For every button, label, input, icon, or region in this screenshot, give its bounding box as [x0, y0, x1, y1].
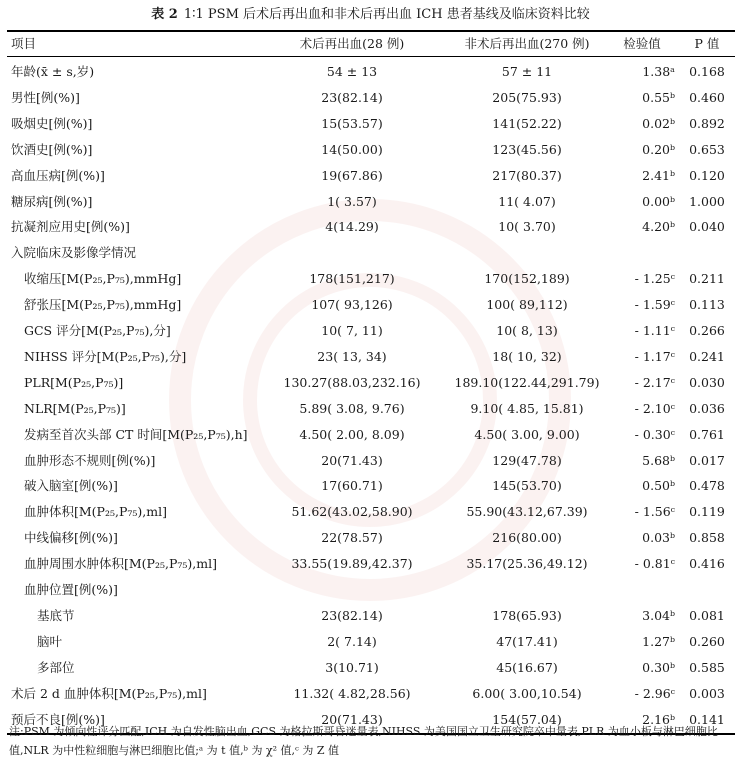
- cell-test-value: - 2.17ᶜ: [634, 374, 675, 390]
- row-label: 术后 2 d 血肿体积[M(P₂₅,P₇₅),ml]: [11, 685, 207, 701]
- cell-test-value: - 1.56ᶜ: [634, 504, 675, 520]
- cell-p-value: 0.260: [689, 633, 725, 649]
- row-label: 血肿位置[例(%)]: [24, 582, 118, 597]
- table-row: [7, 189, 735, 214]
- row-label: 发病至首次头部 CT 时间[M(P₂₅,P₇₅),h]: [24, 426, 248, 442]
- row-label: NLR[M(P₂₅,P₇₅)]: [24, 400, 126, 416]
- cell-test-value: - 2.10ᶜ: [634, 400, 675, 416]
- cell-test-value: 0.03ᵇ: [642, 530, 675, 546]
- cell-group-a: 4(14.29): [325, 219, 379, 235]
- row-label: 血肿体积[M(P₂₅,P₇₅),ml]: [24, 504, 167, 520]
- cell-group-a: 23(82.14): [321, 89, 383, 105]
- cell-group-a: 10( 7, 11): [321, 323, 383, 338]
- cell-group-b: 18( 10, 32): [492, 348, 562, 364]
- table-row: [7, 137, 735, 162]
- cell-group-b: 47(17.41): [496, 633, 558, 649]
- cell-p-value: 0.892: [689, 115, 725, 131]
- cell-group-a: 22(78.57): [321, 530, 383, 546]
- cell-group-b: 123(45.56): [492, 141, 562, 157]
- row-label: 多部位: [37, 659, 75, 675]
- cell-p-value: 0.030: [689, 374, 725, 390]
- cell-test-value: 0.50ᵇ: [642, 478, 675, 494]
- cell-group-b: 45(16.67): [496, 659, 558, 675]
- cell-test-value: - 1.59ᶜ: [634, 297, 675, 313]
- table-caption: 1∶1 PSM 后术后再出血和非术后再出血 ICH 患者基线及临床资料比较: [183, 7, 590, 22]
- cell-p-value: 0.081: [689, 607, 725, 623]
- cell-group-b: 9.10( 4.85, 15.81): [470, 400, 584, 416]
- row-label: 入院临床及影像学情况: [11, 245, 137, 261]
- table-footnote: 注:PSM 为倾向性评分匹配,ICH 为自发性脑出血,GCS 为格拉斯哥昏迷量表,NIHSS 为美国国立卫生研究院卒中量表,PLR 为血小板与淋巴细胞比值,NLR 为中性粒细胞与淋巴细胞比值;ᵃ 为 t 值,ᵇ 为 χ² 值,ᶜ 为 Z 值: [9, 725, 718, 757]
- cell-group-b: 100( 89,112): [486, 297, 568, 313]
- cell-p-value: 0.416: [689, 556, 725, 572]
- table-row: [7, 655, 735, 680]
- cell-p-value: 0.858: [689, 530, 725, 546]
- cell-test-value: 0.55ᵇ: [642, 89, 675, 105]
- cell-group-a: 5.89( 3.08, 9.76): [299, 400, 405, 416]
- cell-group-a: 20(71.43): [321, 711, 383, 727]
- cell-group-a: 14(50.00): [321, 141, 383, 157]
- cell-group-a: 11.32( 4.82,28.56): [293, 685, 411, 701]
- row-label: 预后不良[例(%)]: [11, 711, 105, 727]
- table-row: [7, 603, 735, 628]
- table-row: [7, 473, 735, 498]
- table-row: [7, 577, 735, 602]
- row-label: 抗凝剂应用史[例(%)]: [11, 219, 130, 235]
- table-row: [7, 499, 735, 524]
- cell-p-value: 0.036: [689, 400, 725, 416]
- row-label: NIHSS 评分[M(P₂₅,P₇₅),分]: [24, 348, 187, 364]
- table-row: [7, 85, 735, 110]
- cell-group-a: 19(67.86): [321, 167, 383, 183]
- cell-p-value: 0.211: [689, 271, 725, 287]
- cell-p-value: 0.141: [689, 711, 725, 727]
- cell-group-b: 4.50( 3.00, 9.00): [474, 426, 580, 442]
- table-row: [7, 163, 735, 188]
- cell-group-a: 178(151,217): [309, 271, 395, 287]
- cell-p-value: 0.585: [689, 659, 725, 675]
- cell-group-b: 57 ± 11: [501, 64, 553, 79]
- cell-test-value: 0.30ᵇ: [642, 659, 675, 675]
- cell-p-value: 0.478: [689, 478, 725, 494]
- row-label: 基底节: [37, 607, 75, 623]
- cell-group-a: 20(71.43): [321, 452, 383, 468]
- table-row: [7, 292, 735, 317]
- table-row: [7, 214, 735, 239]
- cell-p-value: 0.653: [689, 141, 725, 157]
- table-row: [7, 396, 735, 421]
- cell-group-b: 205(75.93): [492, 89, 562, 105]
- cell-group-b: 216(80.00): [492, 530, 562, 546]
- cell-test-value: 1.27ᵇ: [642, 633, 675, 649]
- header-group-a: 术后再出血(28 例): [299, 36, 405, 51]
- cell-p-value: 0.120: [689, 167, 725, 183]
- cell-group-a: 15(53.57): [321, 115, 383, 131]
- header-item: 项目: [11, 36, 37, 51]
- cell-group-a: 4.50( 2.00, 8.09): [299, 426, 405, 442]
- cell-p-value: 0.040: [689, 219, 725, 235]
- cell-test-value: - 1.11ᶜ: [634, 323, 675, 338]
- cell-p-value: 0.003: [689, 685, 725, 701]
- header-test: 检验值: [623, 36, 661, 51]
- cell-group-a: 23(82.14): [321, 607, 383, 623]
- table-row: [7, 318, 735, 343]
- cell-test-value: 0.02ᵇ: [642, 115, 675, 131]
- cell-group-b: 11( 4.07): [498, 193, 556, 209]
- cell-group-b: 55.90(43.12,67.39): [466, 504, 588, 520]
- cell-group-a: 17(60.71): [321, 478, 383, 494]
- header-row: [7, 31, 735, 56]
- cell-group-b: 154(57.04): [492, 711, 562, 727]
- cell-group-b: 35.17(25.36,49.12): [466, 556, 588, 572]
- row-label: 饮酒史[例(%)]: [11, 141, 93, 157]
- cell-p-value: 0.460: [689, 89, 725, 105]
- table-row: [7, 344, 735, 369]
- cell-test-value: - 0.81ᶜ: [634, 556, 675, 572]
- table-row: [7, 266, 735, 291]
- header-rule: [7, 56, 735, 57]
- table-row: [7, 448, 735, 473]
- cell-p-value: 0.168: [689, 64, 725, 79]
- cell-group-a: 2( 7.14): [327, 633, 377, 649]
- cell-p-value: 0.119: [689, 504, 725, 520]
- cell-group-b: 189.10(122.44,291.79): [454, 374, 600, 390]
- row-label: 吸烟史[例(%)]: [11, 115, 93, 131]
- cell-group-a: 54 ± 13: [326, 64, 378, 79]
- row-label: 男性[例(%)]: [11, 89, 80, 105]
- cell-group-b: 129(47.78): [492, 452, 562, 468]
- row-label: 年龄(x̄ ± s,岁): [11, 64, 95, 79]
- cell-group-a: 51.62(43.02,58.90): [291, 504, 413, 520]
- cell-group-a: 130.27(88.03,232.16): [283, 374, 421, 390]
- row-label: 脑叶: [37, 633, 63, 649]
- cell-group-b: 141(52.22): [492, 115, 562, 131]
- cell-test-value: 0.20ᵇ: [642, 141, 675, 157]
- table-row: [7, 681, 735, 706]
- row-label: GCS 评分[M(P₂₅,P₇₅),分]: [24, 323, 171, 338]
- table-label: 表 2: [151, 7, 178, 22]
- table-row: [7, 111, 735, 136]
- cell-test-value: 0.00ᵇ: [642, 193, 675, 209]
- cell-test-value: - 1.17ᶜ: [634, 348, 675, 364]
- row-label: 舒张压[M(P₂₅,P₇₅),mmHg]: [24, 297, 182, 313]
- table-row: [7, 629, 735, 654]
- cell-group-b: 10( 8, 13): [496, 323, 558, 338]
- cell-group-a: 33.55(19.89,42.37): [291, 556, 413, 572]
- cell-group-b: 217(80.37): [492, 167, 562, 183]
- header-group-b: 非术后再出血(270 例): [464, 36, 590, 51]
- cell-group-b: 10( 3.70): [498, 219, 556, 235]
- table-title: [0, 6, 741, 24]
- cell-p-value: 0.266: [689, 323, 725, 338]
- cell-group-b: 170(152,189): [484, 271, 570, 287]
- cell-p-value: 0.241: [689, 348, 725, 364]
- cell-p-value: 0.761: [689, 426, 725, 442]
- cell-test-value: 5.68ᵇ: [642, 452, 675, 468]
- cell-test-value: - 2.96ᶜ: [634, 685, 675, 701]
- cell-group-b: 145(53.70): [492, 478, 562, 494]
- cell-group-b: 6.00( 3.00,10.54): [472, 685, 582, 701]
- table-row: [7, 525, 735, 550]
- cell-test-value: 2.16ᵇ: [642, 711, 675, 727]
- cell-group-b: 178(65.93): [492, 607, 562, 623]
- table-row: [7, 422, 735, 447]
- cell-test-value: 1.38ᵃ: [642, 64, 675, 79]
- cell-p-value: 1.000: [689, 193, 725, 209]
- cell-test-value: - 0.30ᶜ: [634, 426, 675, 442]
- row-label: 破入脑室[例(%)]: [24, 478, 118, 494]
- row-label: 血肿周围水肿体积[M(P₂₅,P₇₅),ml]: [24, 556, 217, 572]
- row-label: 糖尿病[例(%)]: [11, 193, 93, 209]
- table-row: [7, 59, 735, 84]
- cell-p-value: 0.017: [689, 452, 725, 468]
- table-row: [7, 370, 735, 395]
- cell-group-a: 23( 13, 34): [317, 348, 387, 364]
- row-label: 血肿形态不规则[例(%)]: [24, 452, 156, 468]
- table-row: [7, 551, 735, 576]
- cell-test-value: 2.41ᵇ: [642, 167, 675, 183]
- cell-group-a: 107( 93,126): [311, 297, 393, 313]
- cell-p-value: 0.113: [689, 297, 725, 313]
- row-label: 收缩压[M(P₂₅,P₇₅),mmHg]: [24, 271, 182, 287]
- row-label: PLR[M(P₂₅,P₇₅)]: [24, 374, 124, 390]
- cell-test-value: - 1.25ᶜ: [634, 271, 675, 287]
- cell-group-a: 1( 3.57): [327, 193, 377, 209]
- cell-group-a: 3(10.71): [325, 659, 379, 675]
- cell-test-value: 3.04ᵇ: [642, 607, 675, 623]
- row-label: 高血压病[例(%)]: [11, 167, 105, 183]
- cell-test-value: 4.20ᵇ: [642, 219, 675, 235]
- row-label: 中线偏移[例(%)]: [24, 530, 118, 546]
- table-row: [7, 240, 735, 265]
- header-p: P 值: [694, 36, 720, 51]
